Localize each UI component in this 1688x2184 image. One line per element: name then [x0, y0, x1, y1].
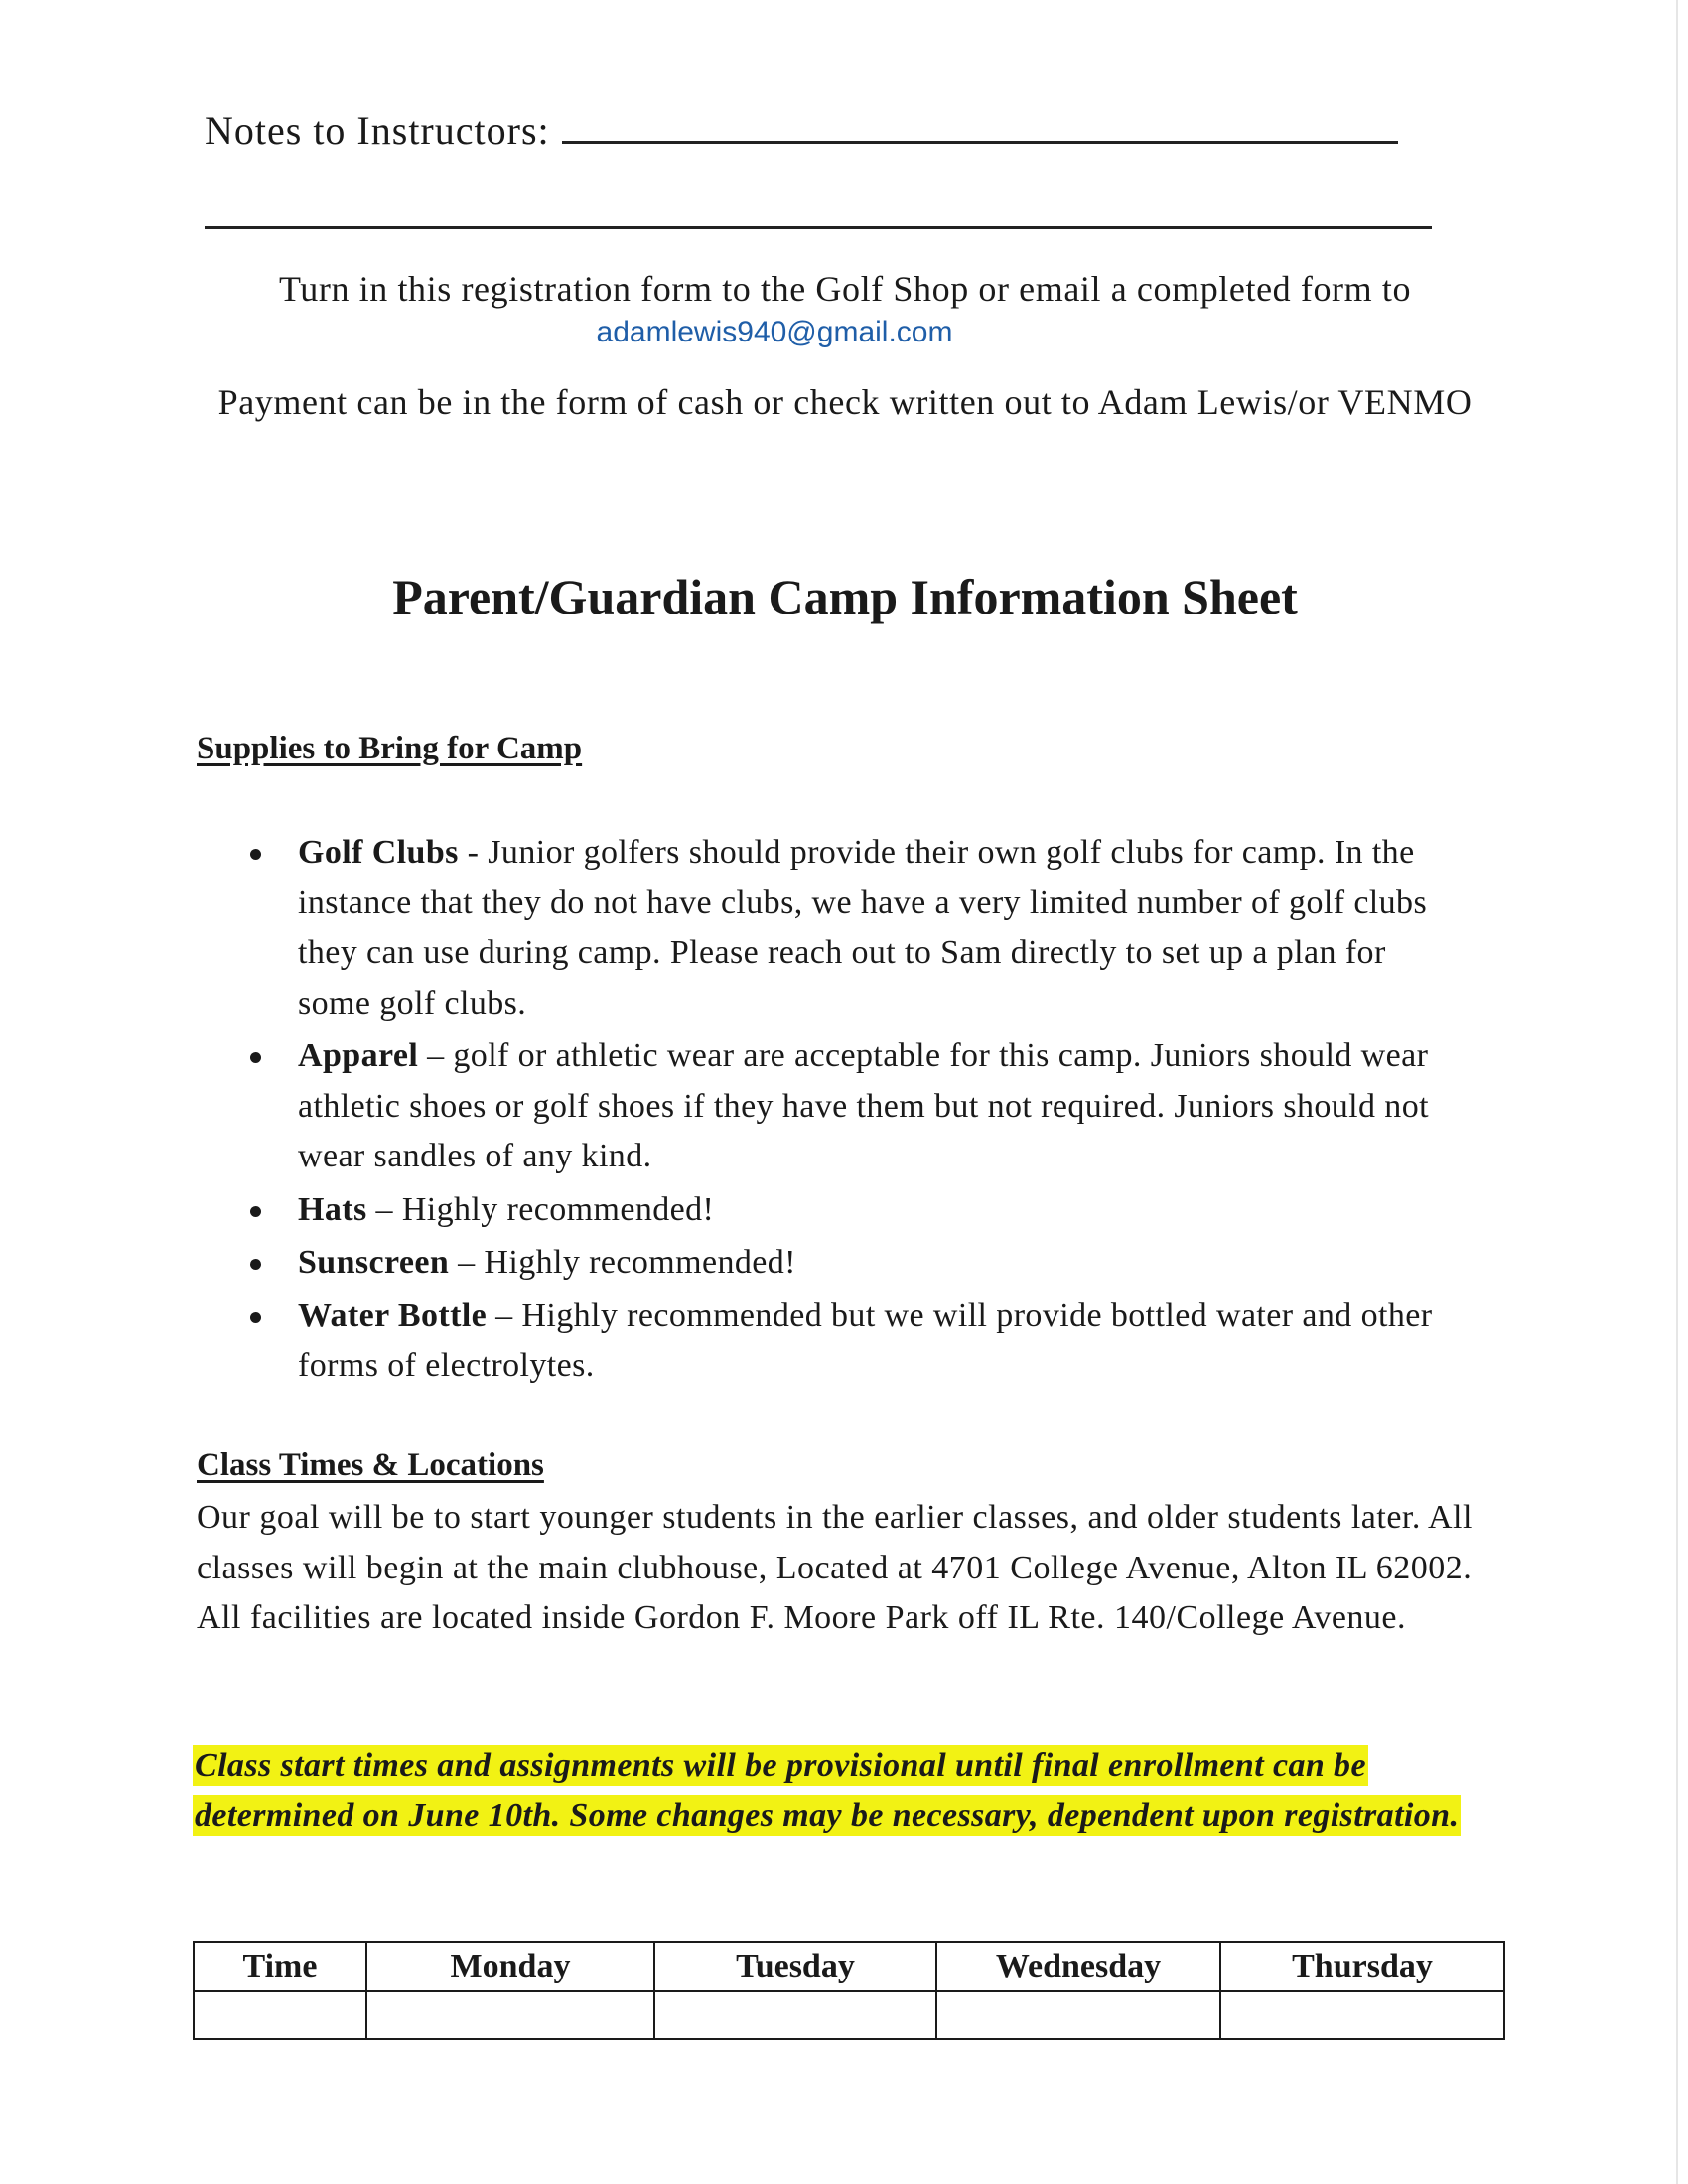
page-title: Parent/Guardian Camp Information Sheet [392, 569, 1298, 624]
item-text: Highly recommended! [484, 1244, 796, 1281]
class-times-heading: Class Times & Locations [197, 1447, 544, 1483]
class-times-description: Our goal will be to start younger students in the earlier classes, and older students later. All classes will begin at the main clubhouse, Located at 4701 College Avenue, Alton IL 62002. All facilities are located inside Gordon F. Moore Park off IL Rte. 140/College Avenue. [197, 1499, 1473, 1636]
list-item: Sunscreen – Highly recommended! [238, 1238, 1460, 1289]
bullet-icon [250, 1312, 261, 1323]
table-header-row [194, 1942, 1504, 1991]
column-header-monday: Monday [366, 1942, 654, 1991]
page-edge-line [1676, 0, 1678, 2184]
column-header-time: Time [194, 1942, 366, 1991]
item-label: Sunscreen [298, 1244, 450, 1281]
column-header-wednesday: Wednesday [936, 1942, 1220, 1991]
column-header-thursday: Thursday [1220, 1942, 1504, 1991]
list-item: Apparel – golf or athletic wear are acceptable for this camp. Juniors should wear athletic shoes or golf shoes if they have them but not required. Juniors should not wear sandles of any kind. [238, 1031, 1460, 1182]
item-label: Apparel [298, 1037, 419, 1074]
item-text: Junior golfers should provide their own golf clubs for camp. In the instance that they do not have clubs, we have a very limited number of golf clubs they can use during camp. Please reach out to Sam directly to set up a plan for some golf clubs. [298, 834, 1428, 1022]
bullet-icon [250, 1052, 261, 1063]
table-cell-time[interactable] [194, 1991, 366, 2039]
contact-email-link[interactable]: adamlewis940@gmail.com [596, 316, 953, 348]
supplies-list [238, 828, 1460, 1395]
list-item: Golf Clubs - Junior golfers should provide their own golf clubs for camp. In the instance that they do not have clubs, we have a very limited number of golf clubs they can use during camp. Please reach out to Sam directly to set up a plan for some golf clubs. [238, 828, 1460, 1028]
table-row [194, 1991, 1504, 2039]
payment-instructions: Payment can be in the form of cash or check written out to Adam Lewis/or VENMO [217, 382, 1473, 422]
item-text: Highly recommended but we will provide bottled water and other forms of electrolytes. [298, 1297, 1433, 1384]
highlighted-notice-text: Class start times and assignments will be provisional until final enrollment can be determined on June 10th. Some changes may be necessary, dependent upon registration. [195, 1747, 1460, 1834]
item-label: Hats [298, 1190, 367, 1228]
notes-blank-line-1[interactable] [562, 140, 1398, 144]
notes-to-instructors [205, 107, 1398, 154]
turn-in-instructions: Turn in this registration form to the Golf Shop or email a completed form to [278, 269, 1412, 309]
item-text: golf or athletic wear are acceptable for this camp. Juniors should wear athletic shoes or golf shoes if they have them but not required. Juniors should not wear sandles of any kind. [298, 1037, 1429, 1174]
list-item: Hats – Highly recommended! [238, 1185, 1460, 1236]
table-cell-wednesday[interactable] [936, 1991, 1220, 2039]
schedule-table [193, 1941, 1505, 2040]
notes-label: Notes to Instructors: [205, 108, 550, 153]
supplies-heading: Supplies to Bring for Camp [197, 731, 583, 766]
table-cell-monday[interactable] [366, 1991, 654, 2039]
bullet-icon [250, 1259, 261, 1270]
bullet-icon [250, 1206, 261, 1217]
table-cell-thursday[interactable] [1220, 1991, 1504, 2039]
bullet-icon [250, 849, 261, 860]
column-header-tuesday: Tuesday [654, 1942, 936, 1991]
notes-blank-line-2[interactable] [205, 226, 1432, 229]
list-item: Water Bottle – Highly recommended but we will provide bottled water and other forms of electrolytes. [238, 1292, 1460, 1392]
table-cell-tuesday[interactable] [654, 1991, 936, 2039]
item-label: Water Bottle [298, 1297, 488, 1334]
item-text: Highly recommended! [401, 1190, 715, 1228]
item-label: Golf Clubs [298, 834, 459, 871]
provisional-notice [193, 1741, 1483, 1841]
